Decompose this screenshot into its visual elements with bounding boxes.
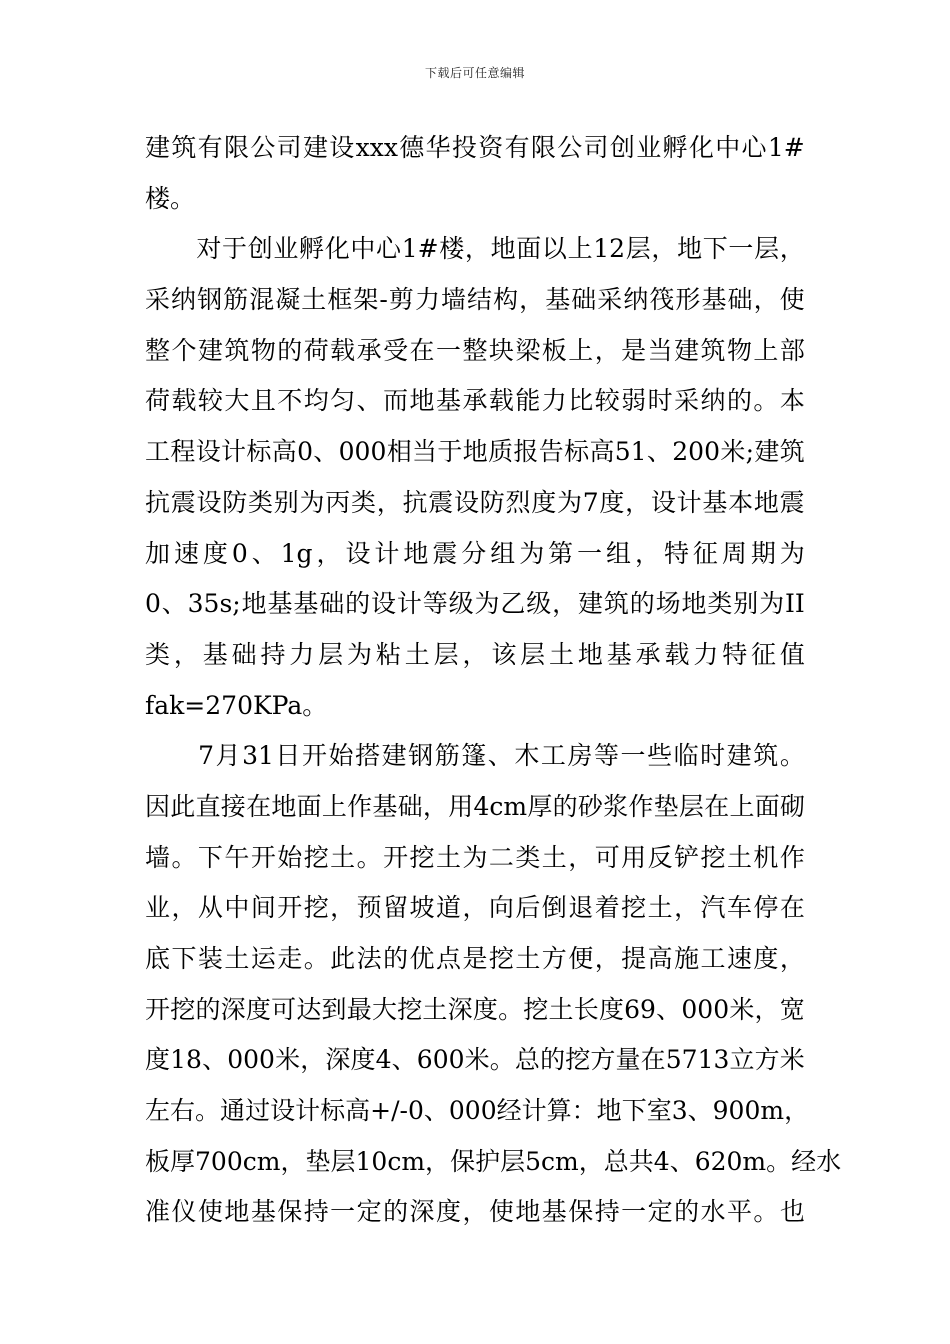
text-line: 左 右 。 通 过 设 计 标 高 +/-0 、 000 经 计 算 ： 地 下 室 3 、 900m ， bbox=[145, 1096, 810, 1126]
text-line: 墙 。 下 午 开 始 挖 土 。 开 挖 土 为 二 类 土 ， 可 用 反 铲 挖 土 机 作 bbox=[145, 842, 805, 872]
text-line: 加 速 度 0 、 1g ， 设 计 地 震 分 组 为 第 一 组 ， 特 征 周 期 为 bbox=[145, 538, 805, 568]
text-line: 对 于 创 业 孵 化 中 心 1# 楼 ， 地 面 以 上 12 层 ， 地 下 一 层 ， bbox=[196, 234, 805, 264]
text-line: 建 筑 有 限 公 司 建 设 xxx 德 华 投 资 有 限 公 司 创 业 孵 化 中 心 1# bbox=[145, 133, 805, 162]
text-line: 工 程 设 计 标 高 0 、 000 相 当 于 地 质 报 告 标 高 51 、 200 米 ; 建 筑 bbox=[145, 437, 805, 467]
text-line: 采 纳 钢 筋 混 凝 土 框 架 - 剪 力 墙 结 构 ， 基 础 采 纳 筏 形 基 础 ， 使 bbox=[145, 285, 805, 315]
text-line: 板 厚 700cm ， 垫 层 10cm ， 保 护 层 5cm ， 总 共 4 、 620m 。 经 水 bbox=[145, 1146, 842, 1176]
text-line: 类 ， 基 础 持 力 层 为 粘 土 层 ， 该 层 土 地 基 承 载 力 特 征 值 bbox=[145, 639, 805, 669]
text-line: 业 ， 从 中 间 开 挖 ， 预 留 坡 道 ， 向 后 倒 退 着 挖 土 ， 汽 车 停 在 bbox=[145, 893, 805, 923]
text-line: 开 挖 的 深 度 可 达 到 最 大 挖 土 深 度 。 挖 土 长 度 69 、 000 米 ， 宽 bbox=[145, 994, 805, 1024]
text-line: 0 、 35s; 地 基 基 础 的 设 计 等 级 为 乙 级 ， 建 筑 的 场 地 类 别 为 II bbox=[145, 589, 805, 619]
text-line: 度 18 、 000 米 ， 深 度 4 、 600 米 。 总 的 挖 方 量 在 5713 立 方 米 bbox=[145, 1045, 805, 1075]
body-text bbox=[145, 128, 842, 1243]
text-line: 准 仪 使 地 基 保 持 一 定 的 深 度 ， 使 地 基 保 持 一 定 的 水 平 。 也 bbox=[145, 1197, 805, 1227]
page-header: 下载后可任意编辑 bbox=[424, 66, 525, 80]
text-line: 底 下 装 土 运 走 。 此 法 的 优 点 是 挖 土 方 便 ， 提 高 施 工 速 度 ， bbox=[145, 944, 805, 973]
text-line: 7 月 31 日 开 始 搭 建 钢 筋 篷 、 木 工 房 等 一 些 临 时 建 筑 。 bbox=[198, 741, 805, 771]
text-line: fak=270KPa。 bbox=[145, 690, 328, 720]
text-line: 整 个 建 筑 物 的 荷 载 承 受 在 一 整 块 梁 板 上 ， 是 当 建 筑 物 上 部 bbox=[145, 335, 805, 365]
text-line: 抗 震 设 防 类 别 为 丙 类 ， 抗 震 设 防 烈 度 为 7 度 ， 设 计 基 本 地 震 bbox=[145, 487, 805, 517]
text-line: 荷 载 较 大 且 不 均 匀 、 而 地 基 承 载 能 力 比 较 弱 时 采 纳 的 。 本 bbox=[145, 386, 805, 416]
text-line: 楼。 bbox=[145, 183, 196, 213]
text-line: 因 此 直 接 在 地 面 上 作 基 础 ， 用 4cm 厚 的 砂 浆 作 垫 层 在 上 面 砌 bbox=[145, 791, 805, 821]
